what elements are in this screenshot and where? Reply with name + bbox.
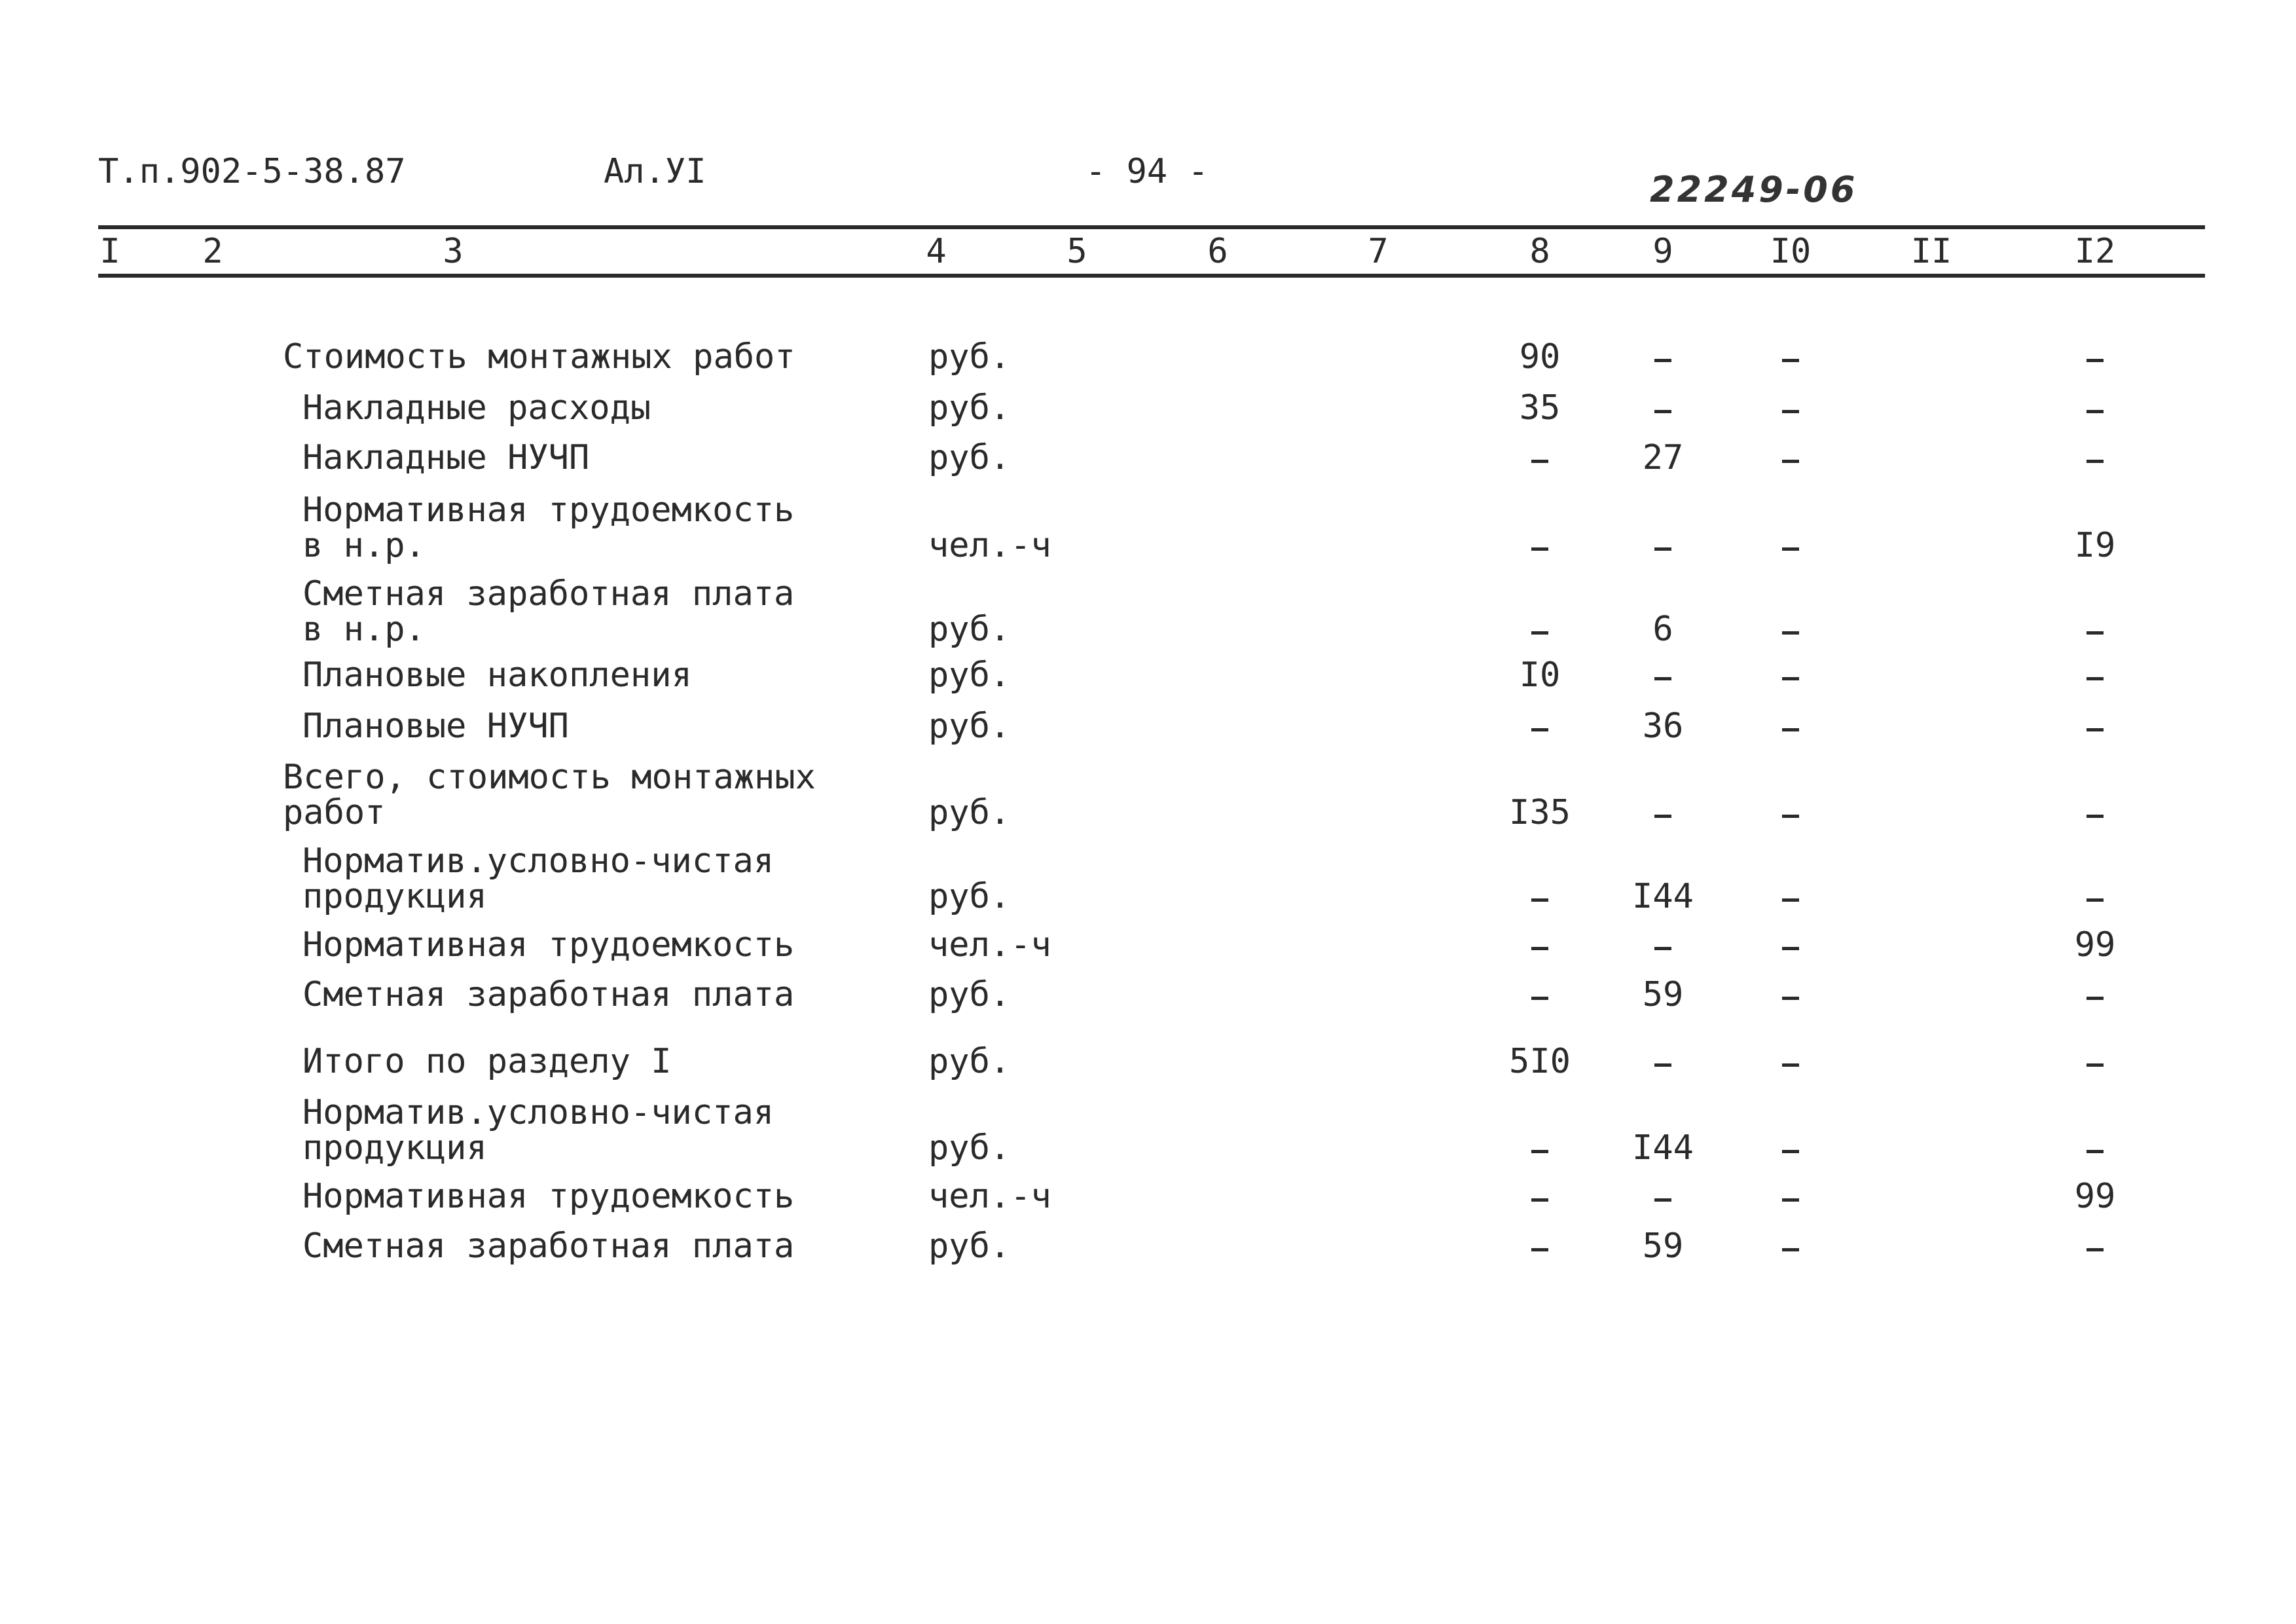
row-label: Сметная заработная плата в н.р. — [302, 574, 795, 649]
cell-value-c12: I9 — [2074, 526, 2116, 565]
column-number: 9 — [1652, 232, 1673, 271]
table-top-rule — [98, 225, 2205, 229]
cell-value-c9: I44 — [1632, 1128, 1694, 1168]
table-header-bottom-rule — [98, 274, 2205, 278]
cell-dash-c12 — [2086, 677, 2104, 680]
column-number: 6 — [1207, 232, 1228, 271]
column-number: 5 — [1066, 232, 1087, 271]
cell-value-c12: 99 — [2074, 925, 2116, 965]
column-number: 2 — [202, 232, 223, 271]
cell-dash-c10 — [1782, 997, 1799, 1000]
row-unit: руб. — [928, 438, 1011, 477]
cell-dash-c8 — [1531, 898, 1548, 902]
cell-value-c9: 27 — [1642, 438, 1684, 477]
cell-dash-c8 — [1531, 1198, 1548, 1202]
cell-value-c8: I0 — [1519, 655, 1561, 695]
cell-value-c9: 36 — [1642, 707, 1684, 746]
row-label: Нормативная трудоемкость в н.р. — [302, 490, 795, 565]
row-unit: руб. — [928, 975, 1011, 1014]
column-number: I2 — [2074, 232, 2116, 271]
row-unit: чел.-ч — [928, 925, 1051, 965]
row-unit: руб. — [928, 1227, 1011, 1266]
inventory-stamp: 22249-06 — [1650, 169, 1858, 210]
cell-dash-c10 — [1782, 898, 1799, 902]
cell-dash-c9 — [1654, 359, 1671, 362]
row-unit: руб. — [928, 793, 1011, 832]
cell-dash-c10 — [1782, 1248, 1799, 1251]
cell-dash-c10 — [1782, 631, 1799, 635]
cell-dash-c12 — [2086, 631, 2104, 635]
column-number: II — [1910, 232, 1952, 271]
cell-dash-c8 — [1531, 728, 1548, 731]
column-number: 7 — [1368, 232, 1389, 271]
row-label: Всего, стоимость монтажных работ — [283, 758, 816, 832]
row-label: Нормативная трудоемкость — [302, 1177, 795, 1216]
row-label: Накладные расходы — [302, 388, 651, 428]
row-unit: чел.-ч — [928, 1177, 1051, 1216]
cell-dash-c9 — [1654, 677, 1671, 680]
cell-dash-c12 — [2086, 460, 2104, 463]
cell-dash-c12 — [2086, 898, 2104, 902]
cell-value-c8: 35 — [1519, 388, 1561, 428]
row-unit: чел.-ч — [928, 526, 1051, 565]
row-unit: руб. — [928, 1042, 1011, 1081]
cell-dash-c10 — [1782, 728, 1799, 731]
row-label: Итого по разделу I — [302, 1042, 672, 1081]
row-unit: руб. — [928, 610, 1011, 649]
cell-dash-c10 — [1782, 359, 1799, 362]
cell-dash-c8 — [1531, 631, 1548, 635]
row-unit: руб. — [928, 877, 1011, 916]
column-number: I — [100, 232, 120, 271]
cell-dash-c8 — [1531, 547, 1548, 551]
cell-dash-c8 — [1531, 1248, 1548, 1251]
row-label: Норматив.условно-чистая продукция — [302, 1093, 774, 1168]
row-label: Плановые накопления — [302, 655, 692, 695]
row-label: Нормативная трудоемкость — [302, 925, 795, 965]
cell-dash-c12 — [2086, 1248, 2104, 1251]
cell-dash-c8 — [1531, 947, 1548, 950]
cell-dash-c9 — [1654, 815, 1671, 818]
cell-dash-c8 — [1531, 997, 1548, 1000]
cell-dash-c9 — [1654, 1198, 1671, 1202]
cell-dash-c10 — [1782, 1150, 1799, 1153]
cell-dash-c10 — [1782, 815, 1799, 818]
cell-dash-c12 — [2086, 1150, 2104, 1153]
album-number: Ал.УI — [604, 152, 706, 191]
row-label: Сметная заработная плата — [302, 1227, 795, 1266]
cell-value-c8: I35 — [1509, 793, 1571, 832]
cell-dash-c10 — [1782, 1198, 1799, 1202]
column-number: 3 — [443, 232, 464, 271]
cell-value-c9: 59 — [1642, 1227, 1684, 1266]
page-number: - 94 - — [1085, 152, 1209, 191]
row-label: Сметная заработная плата — [302, 975, 795, 1014]
row-unit: руб. — [928, 1128, 1011, 1168]
column-number: I0 — [1770, 232, 1812, 271]
cell-value-c12: 99 — [2074, 1177, 2116, 1216]
cell-value-c8: 90 — [1519, 337, 1561, 377]
cell-dash-c8 — [1531, 460, 1548, 463]
cell-dash-c12 — [2086, 997, 2104, 1000]
cell-dash-c10 — [1782, 677, 1799, 680]
cell-value-c9: 6 — [1652, 610, 1673, 649]
cell-dash-c9 — [1654, 947, 1671, 950]
cell-value-c8: 5I0 — [1509, 1042, 1571, 1081]
row-unit: руб. — [928, 707, 1011, 746]
cell-dash-c10 — [1782, 547, 1799, 551]
cell-dash-c12 — [2086, 728, 2104, 731]
cell-value-c9: I44 — [1632, 877, 1694, 916]
row-label: Стоимость монтажных работ — [283, 337, 795, 377]
document-code: Т.п.902-5-38.87 — [98, 152, 406, 191]
cell-dash-c12 — [2086, 410, 2104, 413]
cell-value-c9: 59 — [1642, 975, 1684, 1014]
row-label: Норматив.условно-чистая продукция — [302, 841, 774, 916]
row-unit: руб. — [928, 655, 1011, 695]
cell-dash-c9 — [1654, 410, 1671, 413]
cell-dash-c12 — [2086, 815, 2104, 818]
row-label: Плановые НУЧП — [302, 707, 569, 746]
column-number: 4 — [926, 232, 947, 271]
cell-dash-c9 — [1654, 1063, 1671, 1067]
cell-dash-c9 — [1654, 547, 1671, 551]
row-label: Накладные НУЧП — [302, 438, 590, 477]
row-unit: руб. — [928, 337, 1011, 377]
cell-dash-c10 — [1782, 410, 1799, 413]
cell-dash-c10 — [1782, 947, 1799, 950]
cell-dash-c10 — [1782, 1063, 1799, 1067]
cell-dash-c12 — [2086, 1063, 2104, 1067]
cell-dash-c12 — [2086, 359, 2104, 362]
cell-dash-c10 — [1782, 460, 1799, 463]
column-number: 8 — [1529, 232, 1550, 271]
cell-dash-c8 — [1531, 1150, 1548, 1153]
row-unit: руб. — [928, 388, 1011, 428]
